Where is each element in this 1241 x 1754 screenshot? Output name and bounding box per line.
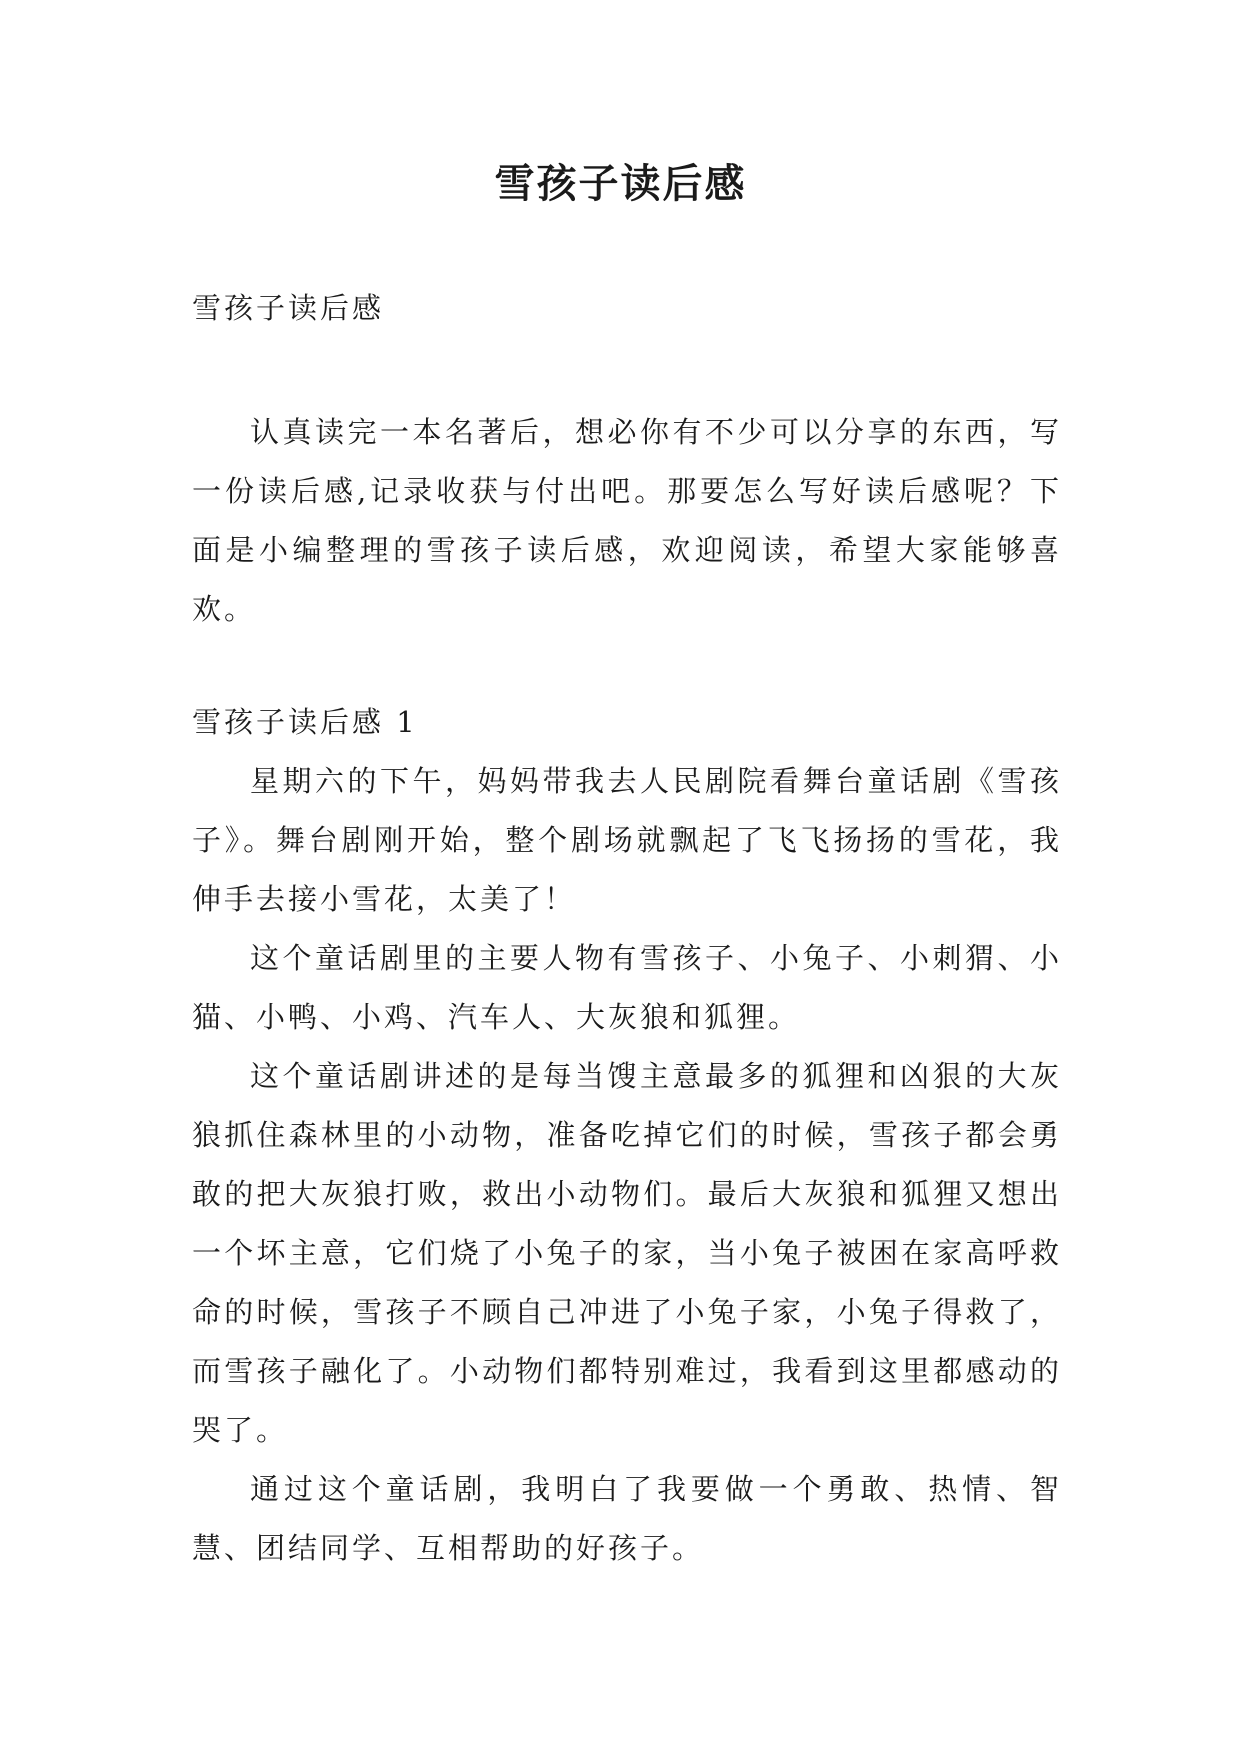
document-subtitle: 雪孩子读后感 [192,291,385,325]
section-heading: 雪孩子读后感 1 [192,705,418,739]
essay-paragraph: 这个童话剧讲述的是每当馊主意最多的狐狸和凶狠的大灰狼抓住森林里的小动物，准备吃掉它们的时候，雪孩子都会勇敢的把大灰狼打败，救出小动物们。最后大灰狼和狐狸又想出一个坏主意，它们烧了小兔子的家，当小兔子被困在家高呼救命的时候，雪孩子不顾自己冲进了小兔子家，小兔子得救了，而雪孩子融化了。小动物们都特别难过，我看到这里都感动的哭了。 [192,1059,1062,1447]
essay-paragraph: 这个童话剧里的主要人物有雪孩子、小兔子、小刺猬、小猫、小鸭、小鸡、汽车人、大灰狼和狐狸。 [192,941,1062,1034]
intro-paragraph: 认真读完一本名著后，想必你有不少可以分享的东西，写一份读后感,记录收获与付出吧。那要怎么写好读后感呢？下面是小编整理的雪孩子读后感，欢迎阅读，希望大家能够喜欢。 [192,415,1062,626]
essay-paragraph: 星期六的下午，妈妈带我去人民剧院看舞台童话剧《雪孩子》。舞台剧刚开始，整个剧场就飘起了飞飞扬扬的雪花，我伸手去接小雪花，太美了！ [192,764,1062,916]
essay-body [192,752,1062,1578]
document-title: 雪孩子读后感 [494,160,747,207]
essay-paragraph: 通过这个童话剧，我明白了我要做一个勇敢、热情、智慧、团结同学、互相帮助的好孩子。 [192,1472,1062,1565]
